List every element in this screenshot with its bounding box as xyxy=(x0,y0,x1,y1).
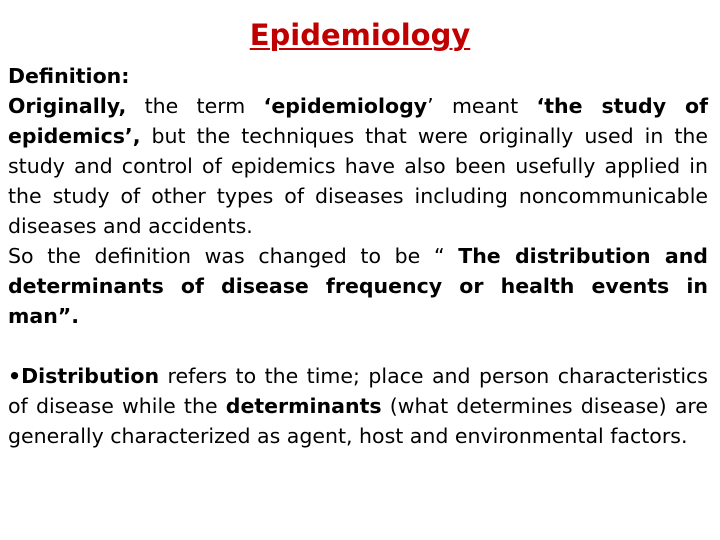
para1-text-2: ’ meant xyxy=(427,94,537,118)
originally-label: Originally, xyxy=(8,94,127,118)
slide-title: Epidemiology xyxy=(249,18,471,52)
distribution-term: •Distribution xyxy=(8,364,160,388)
para1-text-3: but the techniques that were originally used in the study and control of epidemics have also been usefully applied in the study of other types of diseases including noncommunicable diseases and accidents. xyxy=(8,124,708,238)
original-meaning-paragraph xyxy=(8,91,708,241)
study-of-epidemics-term: ‘the study of epidemics’, xyxy=(8,94,708,148)
definition-paragraph xyxy=(8,241,708,331)
paragraph-spacer xyxy=(8,331,708,361)
determinants-term: determinants xyxy=(225,394,382,418)
para3-text-1: refers to the time; place and person characteristics of disease while the xyxy=(8,364,708,418)
definition-statement: The distribution and determinants of disease frequency or health events in man”. xyxy=(8,244,708,328)
slide-body xyxy=(8,61,708,451)
distribution-paragraph xyxy=(8,361,708,451)
definition-heading: Definition: xyxy=(8,64,130,88)
para2-text-1: So the definition was changed to be “ xyxy=(8,244,459,268)
epidemiology-term: ‘epidemiology xyxy=(263,94,428,118)
para3-text-2: (what determines disease) are generally characterized as agent, host and environmental factors. xyxy=(8,394,708,448)
para1-text-1: the term xyxy=(126,94,264,118)
